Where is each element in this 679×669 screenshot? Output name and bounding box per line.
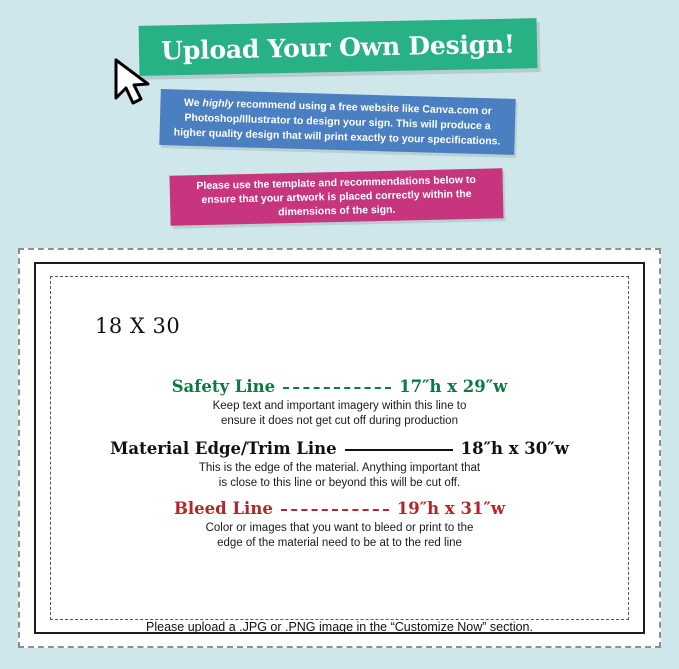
spec-rule-safety-icon: [283, 387, 391, 389]
upload-instructions-note: Please upload a .JPG or .PNG image in the “Customize Now” section.: [146, 620, 533, 634]
blue-note-line1-emphasis: highly: [202, 96, 234, 110]
upload-banner-title: Upload Your Own Design!: [160, 29, 516, 65]
sign-size-label: 18 X 30: [95, 314, 181, 338]
spec-desc-trim-line2: is close to this line or beyond this will be cut off.: [218, 476, 461, 489]
spec-desc-trim-line1: This is the edge of the material. Anything important that: [198, 462, 481, 474]
spec-desc-bleed: [51, 521, 628, 550]
spec-head-trim: [51, 439, 628, 458]
pink-note-line3: dimensions of the sign.: [278, 203, 396, 219]
spec-head-safety: [51, 377, 628, 396]
spec-dimension-bleed: 19″h x 31″w: [396, 499, 506, 518]
spec-row-trim-line: [51, 439, 628, 490]
spec-dimension-safety: 17″h x 29″w: [399, 377, 508, 396]
spec-dimension-trim: 18″h x 30″w: [460, 439, 569, 458]
spec-desc-safety-line1: Keep text and important imagery within this line to: [212, 400, 467, 412]
pink-note-line1: Please use the template and recommendations below to: [196, 173, 477, 193]
blue-note-line3: higher quality design that will print exactly to your specifications.: [173, 125, 501, 148]
spec-row-safety-line: [51, 377, 628, 428]
blue-note-line1-b: recommend using a free website like Canva.com or: [233, 97, 492, 117]
template-safety-border: [50, 276, 629, 634]
spec-desc-bleed-line2: edge of the material need to be at to the red line: [217, 536, 462, 549]
spec-rule-trim-icon: [345, 449, 453, 451]
blue-note-line2: Photoshop/Illustrator to design your sign. This will produce a: [184, 111, 491, 132]
blue-note-line1-a: We: [183, 96, 203, 109]
pink-template-note: [169, 168, 503, 226]
spec-row-bleed-line: [51, 499, 628, 550]
template-card: [18, 248, 661, 648]
spec-head-bleed: [51, 499, 628, 518]
upload-banner: [139, 22, 537, 76]
spec-rule-bleed-icon: [281, 509, 389, 511]
template-trim-border: [34, 262, 645, 634]
spec-name-trim: Material Edge/Trim Line: [110, 439, 337, 458]
spec-desc-safety: [51, 399, 628, 428]
spec-desc-bleed-line1: Color or images that you want to bleed or print to the: [205, 522, 474, 534]
spec-name-bleed: Bleed Line: [173, 499, 273, 518]
pink-note-line2: ensure that your artwork is placed correctly within the: [201, 187, 472, 207]
spec-name-safety: Safety Line: [171, 377, 276, 396]
blue-recommendation-note: [159, 89, 515, 155]
spec-desc-safety-line2: ensure it does not get cut off during production: [221, 414, 458, 427]
cursor-arrow-icon: [110, 58, 154, 106]
spec-desc-trim: [51, 461, 628, 490]
